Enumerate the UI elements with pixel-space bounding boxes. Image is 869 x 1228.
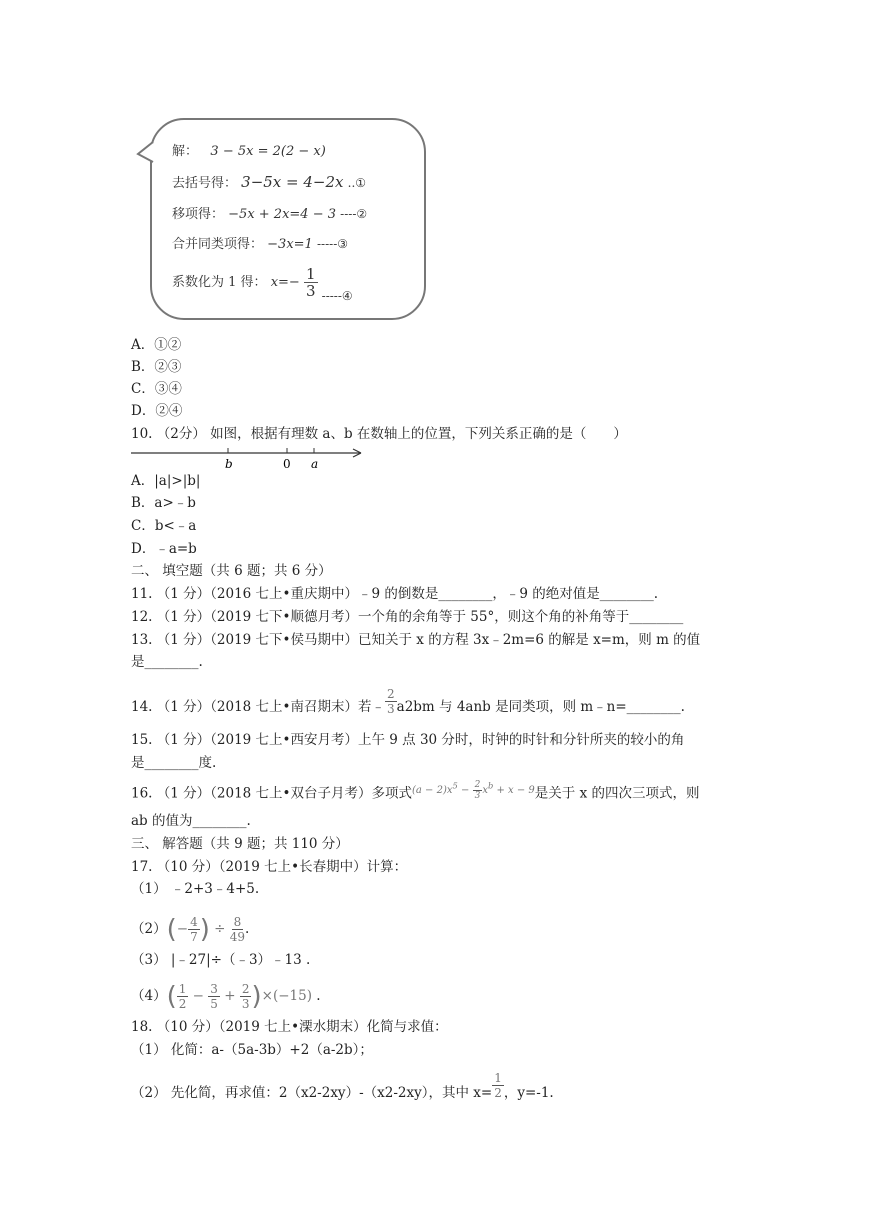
q18-2-fraction: [492, 1071, 504, 1100]
q10-option-d: D．﹣a=b: [131, 541, 197, 557]
row5-label: 系数化为 1 得：: [172, 275, 267, 290]
q17-part-2-expression: (− $\frac{4}{7}$ ) ÷ $\frac{8}{49}$: [166, 914, 246, 945]
row2-equation: 3−5x = 4−2x: [241, 173, 344, 191]
q16-poly-fraction-denominator: 3: [474, 791, 481, 802]
q14-fraction-numerator: 2: [387, 687, 395, 701]
row2-label: 去括号得：: [172, 176, 238, 191]
q18-part-1: （1） 化简：a-（5a-3b）+2（a-2b）；: [131, 1042, 373, 1058]
q17: 17. （10 分）（2019 七上•长春期中）计算：: [131, 859, 408, 875]
q17-part-4-expression: ( $\frac{1}{2}$ − $\frac{3}{5}$ + $\frac{2}{3}$ )×(−15): [166, 981, 312, 1012]
q16-poly-term-c: + x − 9: [493, 785, 535, 797]
q14-text-before: 14. （1 分）（2018 七上•南召期末）若﹣: [131, 699, 386, 715]
q14: [131, 687, 685, 722]
q16-polynomial: [412, 780, 535, 802]
q17-part-3: （3） |﹣27|÷（﹣3）﹣13 .: [131, 952, 311, 968]
q17-4-fraction-1-denominator: 2: [178, 997, 187, 1011]
q16-poly-fraction: [473, 780, 483, 801]
q18-2-text-before: （2） 先化简，再求值：2（x2-2xy）-（x2-2xy），其中 x=: [131, 1085, 493, 1101]
q17-4-fraction-3-denominator: 3: [241, 997, 250, 1011]
row1-equation: 3 − 5x = 2(2 − x): [210, 144, 326, 159]
q16-line-1: [131, 781, 700, 805]
q9-option-d: D．②④: [131, 403, 183, 419]
q9-option-c: C．③④: [131, 381, 182, 397]
section-3-heading: 三、 解答题（共 9 题；共 110 分）: [131, 836, 349, 852]
q16-poly-fraction-numerator: 2: [474, 780, 481, 791]
q16-poly-term-b-exponent: b: [487, 781, 494, 791]
row3-equation: −5x + 2x=4 − 3: [228, 207, 337, 222]
q15-line-2: 是________度.: [131, 755, 217, 771]
row4-mark: -----③: [316, 237, 348, 251]
q18: 18. （10 分）（2019 七上•溧水期末）化简与求值：: [131, 1019, 448, 1035]
q17-4-fraction-3-numerator: 2: [241, 982, 250, 996]
q13-line-2: 是________.: [131, 654, 203, 670]
q14-text-after: a2bm 与 4anb 是同类项，则 m﹣n=________.: [396, 699, 685, 715]
q18-part-2: [131, 1071, 554, 1108]
q16-poly-term-b: x: [482, 785, 488, 797]
q13-line-1: 13. （1 分）（2019 七下•侯马期中）已知关于 x 的方程 3x﹣2m=6 的解是 x=m，则 m 的值: [131, 632, 701, 648]
bubble-row-4: [172, 233, 348, 252]
q9-option-b: B．②③: [131, 359, 182, 375]
q14-fraction: [385, 687, 397, 716]
axis-label-b: b: [225, 457, 233, 471]
row5-fraction: [304, 266, 318, 299]
row1-label: 解：: [172, 144, 199, 159]
q17-4-fraction-2: [208, 982, 220, 1011]
bubble-tail: [136, 142, 158, 166]
q17-part-2-label: （2）: [131, 921, 167, 937]
q16-poly-term-a-exponent: 5: [452, 781, 458, 791]
q17-4-fraction-2-numerator: 3: [210, 982, 218, 996]
number-line: [131, 444, 371, 472]
solution-bubble: [150, 118, 426, 320]
q10-option-c: C．b<﹣a: [131, 518, 197, 534]
q17-part-1: （1） ﹣2+3﹣4+5.: [131, 881, 260, 897]
q16-text-before: 16. （1 分）（2018 七上•双台子月考）多项式: [131, 785, 413, 802]
row3-mark: ----②: [340, 207, 368, 221]
bubble-row-2: [172, 172, 366, 191]
q17-4-fraction-2-denominator: 5: [210, 997, 218, 1011]
q15-line-1: 15. （1 分）（2019 七上•西安月考）上午 9 点 30 分时，时钟的时针和分针所夹的较小的角: [131, 732, 685, 748]
row5-equation: x=−: [270, 275, 300, 290]
q17-4-fraction-3: [240, 982, 252, 1011]
row5-fraction-numerator: 1: [305, 265, 316, 283]
q12: 12. （1 分）（2019 七下•顺德月考）一个角的余角等于 55°，则这个角的补角等于________: [131, 609, 684, 625]
q17-2-fraction-1-denominator: 7: [190, 930, 198, 944]
q16-line-2: ab 的值为________.: [131, 813, 251, 829]
row2-mark: ..①: [347, 176, 367, 190]
q18-2-fraction-denominator: 2: [494, 1086, 502, 1100]
section-2-heading: 二、 填空题（共 6 题；共 6 分）: [131, 563, 332, 579]
q9-option-a: A．①②: [131, 337, 182, 353]
q17-4-fraction-1-numerator: 1: [178, 982, 187, 996]
q17-2-fraction-1: [188, 915, 200, 944]
bubble-row-1: [172, 140, 326, 159]
q17-2-fraction-2: [230, 915, 245, 944]
q16-poly-minus: −: [457, 785, 473, 797]
q17-2-fraction-2-numerator: 8: [233, 915, 242, 929]
q16-poly-term-a: (a − 2)x: [412, 785, 453, 797]
q18-2-text-after: ，y=-1.: [503, 1085, 554, 1101]
q17-part-4: （4）( $\frac{1}{2}$ − $\frac{3}{5}$ + $\frac{2}{3}$ )×(−15) .: [131, 981, 321, 1012]
q17-2-fraction-1-numerator: 4: [190, 915, 198, 929]
row5-mark: -----④: [321, 289, 353, 303]
q11: 11. （1 分）（2016 七上•重庆期中）﹣9 的倒数是________，﹣9 的绝对值是________.: [131, 586, 659, 602]
q10-stem: 10. （2分） 如图，根据有理数 a、b 在数轴上的位置，下列关系正确的是（ ）: [131, 426, 627, 442]
row4-equation: −3x=1: [267, 237, 313, 252]
q10-option-a: A．|a|>|b|: [131, 473, 201, 489]
q17-2-fraction-2-denominator: 49: [229, 930, 246, 944]
row4-label: 合并同类项得：: [172, 237, 264, 252]
q17-4-tail: ×(−15): [261, 988, 312, 1004]
q17-4-fraction-1: [177, 982, 189, 1011]
q18-2-fraction-numerator: 1: [494, 1071, 502, 1085]
q14-fraction-denominator: 3: [387, 702, 395, 716]
row3-label: 移项得：: [172, 207, 225, 222]
row5-fraction-denominator: 3: [305, 282, 316, 300]
q17-part-2: （2）(− $\frac{4}{7}$ ) ÷ $\frac{8}{49}$ .: [131, 914, 250, 945]
bubble-row-5: [172, 265, 353, 303]
axis-label-a: a: [311, 457, 319, 471]
axis-label-zero: 0: [283, 457, 291, 471]
bubble-row-3: [172, 203, 367, 222]
q17-part-4-label: （4）: [131, 988, 167, 1004]
q10-option-b: B．a>﹣b: [131, 495, 196, 511]
q16-text-after: 是关于 x 的四次三项式，则: [534, 785, 700, 802]
